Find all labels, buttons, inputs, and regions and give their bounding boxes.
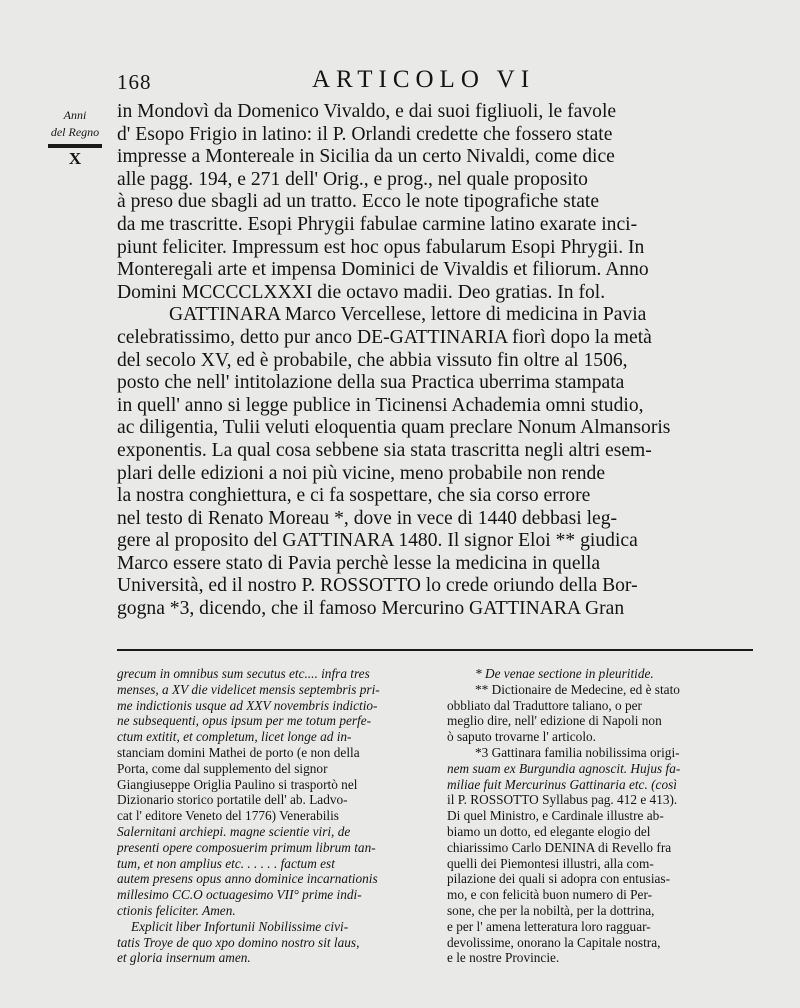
footnote-line: tum, et non amplius etc. . . . . . factum est [117,855,335,871]
margin-note-line: Anni [63,108,87,122]
footnotes-right-column [447,666,757,966]
footnote-line: obbliato dal Traduttore taliano, o per [447,697,642,713]
footnote-line: Explicit liber Infortunii Nobilissime civi- [131,918,349,934]
text-line: Monteregali arte et impensa Dominici de Vivaldis et filiorum. Anno [117,259,649,281]
footnote-line: Giangiuseppe Origlia Paulino si trasportò nel [117,776,358,792]
page-number: 168 [117,70,152,94]
margin-note [42,107,108,167]
footnote-line: ne subsequenti, opus ipsum per me totum perfe- [117,713,372,729]
footnote-line: quelli dei Piemontesi illustri, alla com- [447,855,654,871]
footnote-line: autem presens opus anno dominice incarnationis [117,871,378,887]
footnote-line: e le nostre Provincie. [447,950,560,966]
text-line: Università, ed il nostro P. ROSSOTTO lo crede oriundo della Bor- [117,575,638,597]
margin-note-number: X [68,149,82,168]
footnote-line: ** Dictionaire de Medecine, ed è stato [475,681,680,697]
text-line: alle pagg. 194, e 271 dell' Orig., e prog., nel quale proposito [117,168,588,190]
text-line: exponentis. La qual cosa sebbene sia stata trascritta negli altri esem- [117,439,652,461]
text-line: del secolo XV, ed è probabile, che abbia vissuto fin oltre al 1506, [117,349,628,371]
footnote-line: tatis Troye de quo xpo domino nostro sit laus, [117,934,360,950]
text-line: celebratissimo, detto pur anco DE-GATTINARIA fiorì dopo la metà [117,326,652,348]
footnote-line: nem suam ex Burgundia agnoscit. Hujus fa- [447,760,681,776]
footnote-line: devolissime, onorano la Capitale nostra, [447,934,661,950]
footnote-line: et gloria insernum amen. [117,950,251,966]
running-head: ARTICOLO VI [312,66,536,93]
text-line: la nostra conghiettura, e ci fa sospettare, che sia corso errore [117,485,591,507]
footnote-line: meglio dire, nell' edizione di Napoli non [447,713,662,729]
footnote-line: Salernitani archiepi. magne scientie viri, de [117,823,351,839]
text-line: gogna *3, dicendo, che il famoso Mercurino GATTINARA Gran [117,598,625,620]
footnote-line: ò saputo trovarne l' articolo. [447,729,596,745]
text-line: d' Esopo Frigio in latino: il P. Orlandi credette che fossero state [117,123,613,145]
text-line: Domini MCCCCLXXXI die octavo madii. Deo gratias. In fol. [117,281,606,303]
footnote-line: pilazione dei quali si adopra con entusias- [447,871,671,887]
text-line: da me trascritte. Esopi Phrygii fabulae carmine latino exarate inci- [117,213,638,235]
footnote-line: Di quel Ministro, e Cardinale illustre ab- [447,808,664,824]
footnote-line: stanciam domini Mathei de porto (e non della [117,744,360,760]
footnote-line: e per l' amena letteratura loro ragguar- [447,918,651,934]
text-line: in quell' anno si legge publice in Ticinensi Achademia omni studio, [117,394,644,416]
text-line: posto che nell' intitolazione della sua Practica uberrima stampata [117,372,625,394]
text-line: piunt feliciter. Impressum est hoc opus fabularum Esopi Phrygii. In [117,236,645,258]
footnote-line: il P. ROSSOTTO Syllabus pag. 412 e 413). [447,792,678,808]
margin-note-line: del Regno [50,125,100,139]
footnote-line: millesimo CC.O octuagesimo VII° prime indi- [117,887,362,903]
footnote-line: chiarissimo Carlo DENINA di Revello fra [447,839,672,855]
footnote-line: me indictionis usque ad XXV novembris indictio- [117,697,378,713]
footnote-line: biamo un dotto, ed elegante elogio del [447,823,651,839]
text-line: gere al proposito del GATTINARA 1480. Il signor Eloi ** giudica [117,530,638,552]
text-line: ac diligentia, Tulii veluti eloquentia quam preclare Nonum Almansoris [117,417,671,439]
footnote-line: ctionis feliciter. Amen. [117,902,236,918]
text-line: plari delle edizioni a noi più vicine, meno probabile non rende [117,462,606,484]
text-line: GATTINARA Marco Vercellese, lettore di medicina in Pavia [169,304,647,326]
footnote-line: cat l' editore Veneto del 1776) Venerabilis [117,808,339,824]
footnote-line: menses, a XV die videlicet mensis septembris pri- [117,681,380,697]
footnote-line: sone, che per la nobiltà, per la dottrina, [447,902,655,918]
footnote-line: *3 Gattinara familia nobilissima origi- [475,744,680,760]
footnote-line: ctum extitit, et completum, licet longe ad in- [117,729,352,745]
text-line: in Mondovì da Domenico Vivaldo, e dai suoi figliuoli, le favole [117,101,617,122]
footnote-line: presenti opere composuerim primum librum tan- [117,839,376,855]
text-line: impresse a Montereale in Sicilia da un certo Nivaldi, come dice [117,146,615,168]
text-line: Marco essere stato di Pavia perchè lesse la medicina in quella [117,552,601,574]
footnote-divider [117,649,753,651]
footnote-line: miliae fuit Mercurinus Gattinaria etc. (così [447,776,677,792]
text-line: à preso due sbagli ad un tratto. Ecco le note tipografiche state [117,191,600,213]
text-line: nel testo di Renato Moreau *, dove in vece di 1440 debbasi leg- [117,507,618,529]
footnotes-left-column [117,666,435,966]
footnote-line: Dizionario storico portatile dell' ab. Ladvo- [117,792,348,808]
footnote-line: * De venae sectione in pleuritide. [475,666,654,681]
footnote-line: Porta, come dal supplemento del signor [117,760,328,776]
main-text [117,101,753,621]
footnote-line: mo, e con felicità buon numero di Per- [447,887,653,903]
margin-rule [48,144,102,148]
footnote-line: grecum in omnibus sum secutus etc.... infra tres [117,666,370,681]
